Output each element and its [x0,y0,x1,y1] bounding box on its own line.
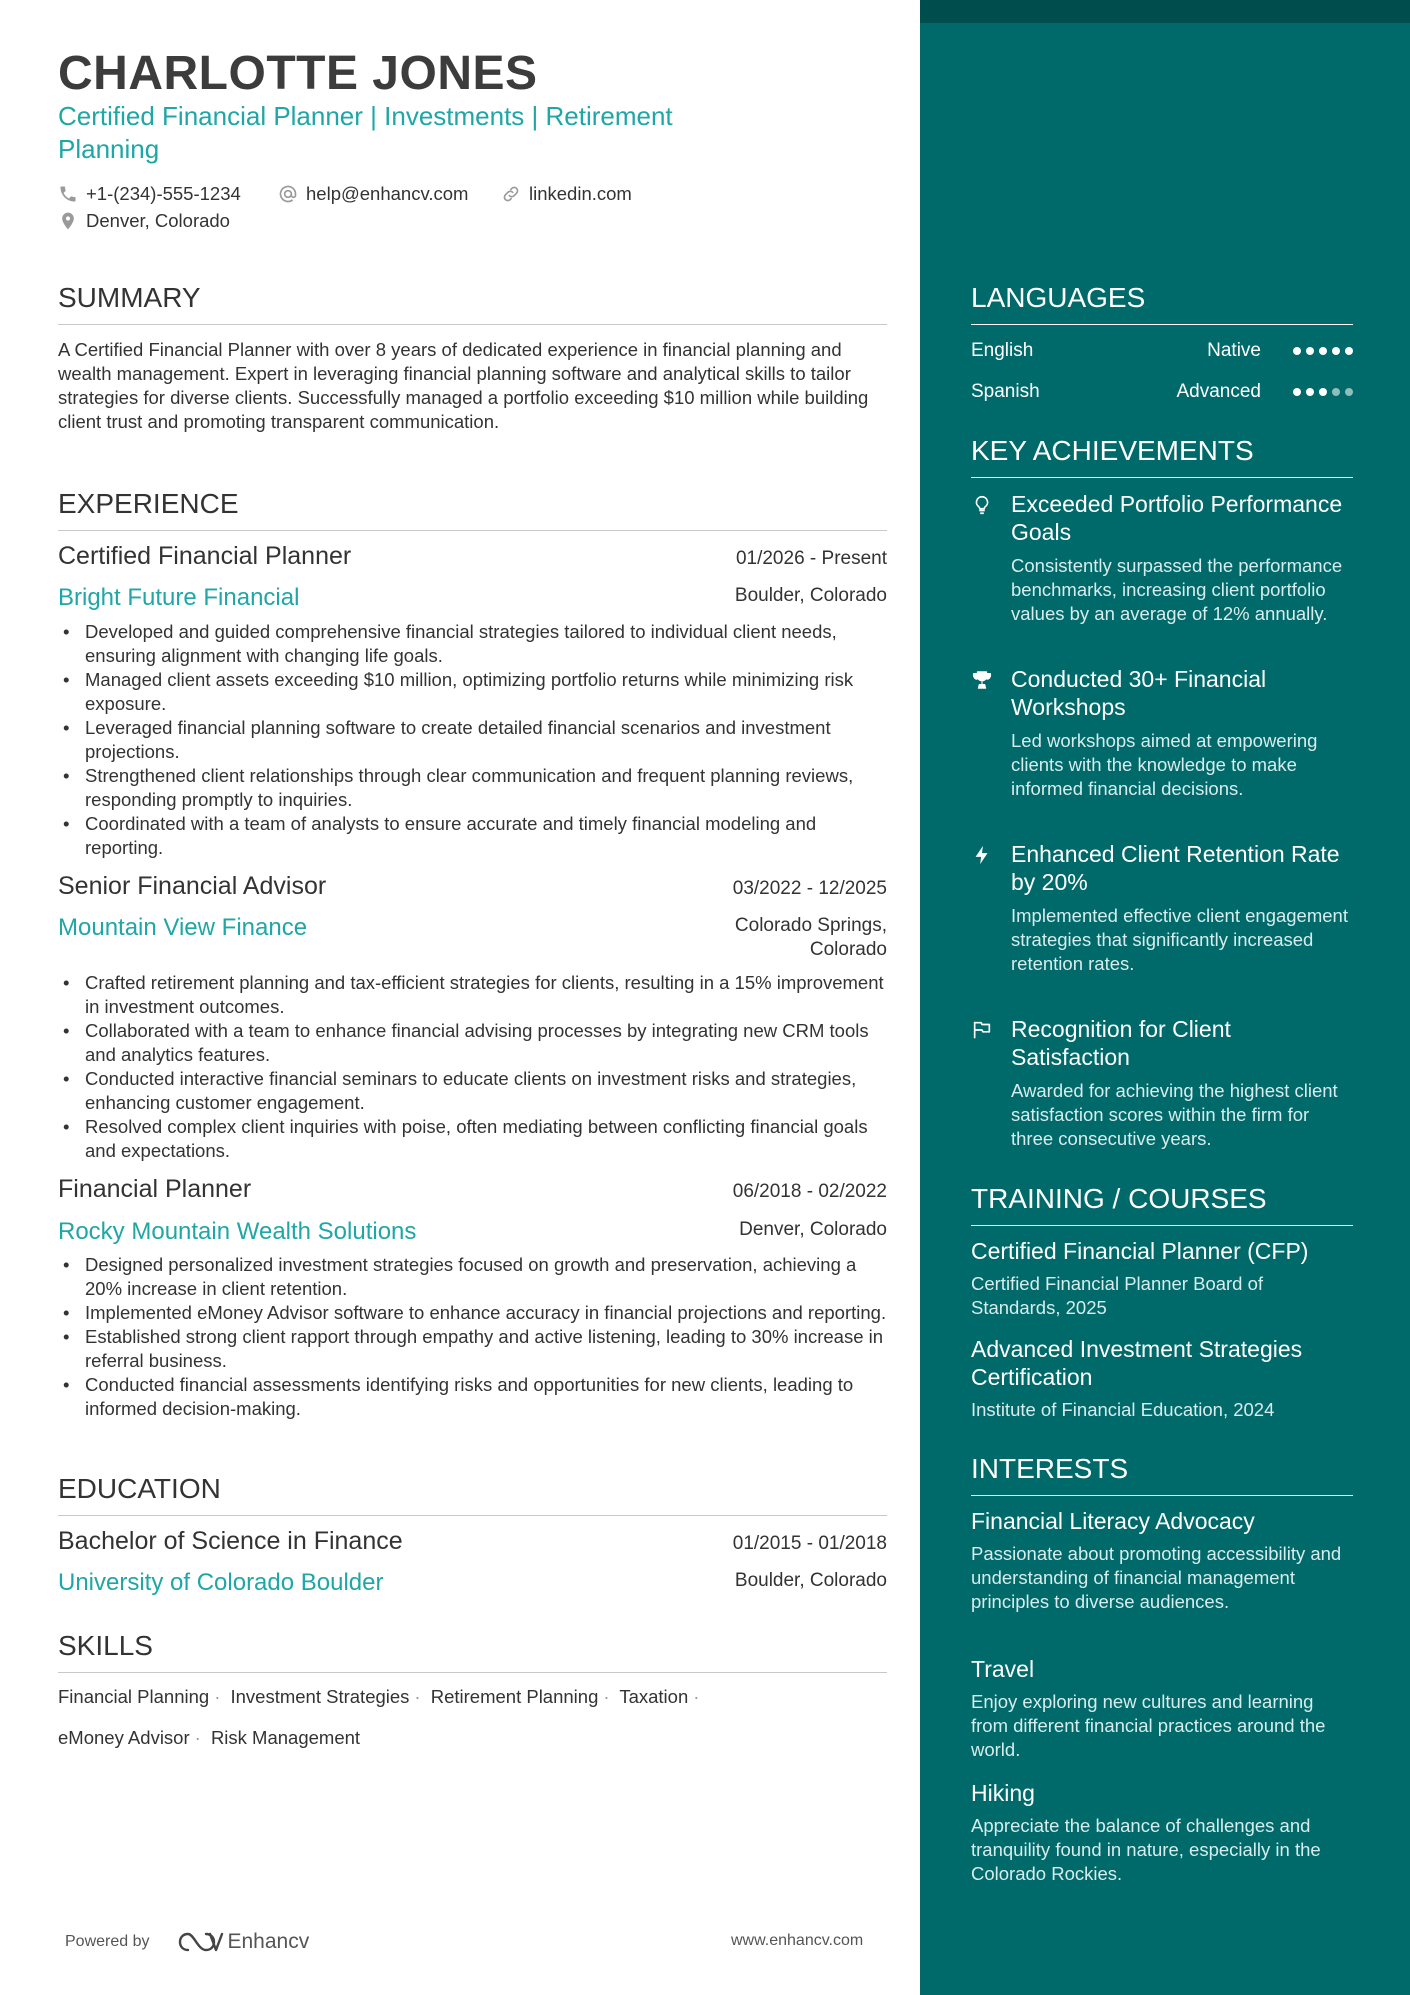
course-title: Certified Financial Planner (CFP) [971,1238,1309,1264]
brand-name: Enhancv [227,1930,310,1953]
achievement-desc: Implemented effective client engagement strategies that significantly increased retention rates. [1011,905,1348,974]
degree-title: Bachelor of Science in Finance [58,1527,403,1555]
list-item: • Conducted interactive financial seminars to educate clients on investment risks and strategies, enhancing customer engagement. [58,1067,887,1115]
interest-title: Financial Literacy Advocacy [971,1508,1255,1534]
list-item: • Designed personalized investment strategies focused on growth and preservation, achieving a 20% increase in client retention. [58,1253,887,1301]
job-title: Certified Financial Planner [58,542,352,570]
job-header [58,872,887,901]
training-heading: TRAINING / COURSES [971,1183,1353,1226]
summary-text: A Certified Financial Planner with over 8 years of dedicated experience in financial planning and wealth management. Expert in leveraging financial planning software and analytical skills to tailor strategies for diverse clients. Successfully managed a portfolio exceeding $10 million while building client trust and promoting transparent communication. [58,339,869,432]
interest-title: Hiking [971,1780,1035,1806]
job-location: Boulder, Colorado [734,585,887,606]
languages-heading: LANGUAGES [971,282,1353,325]
list-item: • Conducted financial assessments identifying risks and opportunities for new clients, leading to informed decision-making. [58,1373,887,1421]
contact-location [58,210,230,232]
achievement-item [971,840,1353,976]
job-org [58,914,887,962]
language-name: English [971,340,1034,361]
language-row [971,379,1353,405]
phone-text: +1-(234)-555-1234 [86,183,241,204]
interest-item [971,1507,1353,1614]
email-text: help@enhancv.com [306,183,469,204]
list-item: • Resolved complex client inquiries with poise, often mediating between conflicting financial goals and expectations. [58,1115,887,1163]
interest-desc: Appreciate the balance of challenges and tranquility found in nature, especially in the Colorado Rockies. [971,1815,1321,1884]
list-item: • Coordinated with a team of analysts to ensure accurate and timely financial modeling and reporting. [58,812,887,860]
location-pin-icon [58,211,78,231]
list-item: • Established strong client rapport through empathy and active listening, leading to 30% increase in referral business. [58,1325,887,1373]
achievement-title: Exceeded Portfolio Performance Goals [1011,491,1343,545]
company-name: Bright Future Financial [58,584,300,611]
enhancv-logo-icon [178,1930,224,1954]
skills-line-2: eMoney Advisor · Risk Management [58,1727,361,1748]
link-icon [501,184,521,204]
job-bullets [58,620,887,860]
company-name: Rocky Mountain Wealth Solutions [58,1218,417,1245]
powered-by-label: Powered by [65,1933,150,1950]
job-date: 06/2018 - 02/2022 [732,1181,887,1202]
interests-heading: INTERESTS [971,1453,1353,1496]
contact-phone[interactable] [58,183,241,205]
candidate-name: CHARLOTTE JONES [58,47,538,100]
interest-title: Travel [971,1656,1035,1682]
language-rating [1293,347,1353,355]
sidebar-top-band [920,0,1410,23]
powered-by[interactable] [65,1930,309,1954]
skill-tag: Risk Management [210,1727,361,1748]
education-header [58,1527,887,1556]
at-icon [278,184,298,204]
education-org [58,1569,887,1597]
job-location: Denver, Colorado [739,1219,887,1240]
achievement-item [971,490,1353,626]
education-location: Boulder, Colorado [734,1570,887,1591]
language-name: Spanish [971,381,1040,402]
skill-tag: eMoney Advisor [58,1727,190,1748]
summary-heading: SUMMARY [58,282,887,325]
achievements-heading: KEY ACHIEVEMENTS [971,435,1353,478]
job-title: Financial Planner [58,1175,252,1203]
job-date: 01/2026 - Present [735,548,887,569]
job-org [58,584,887,612]
job-title: Senior Financial Advisor [58,872,327,900]
list-item: • Managed client assets exceeding $10 million, optimizing portfolio returns while minimizing risk exposure. [58,668,887,716]
skill-tag: Investment Strategies [230,1686,410,1707]
achievement-item [971,665,1353,801]
job-header [58,542,887,571]
job-org [58,1218,887,1246]
flag-icon [971,1019,993,1041]
job-bullets [58,971,887,1163]
school-name: University of Colorado Boulder [58,1569,384,1596]
achievement-title: Conducted 30+ Financial Workshops [1011,666,1267,720]
course-desc: Certified Financial Planner Board of Standards, 2025 [971,1273,1264,1318]
contact-website[interactable] [501,183,632,205]
contact-email[interactable] [278,183,468,205]
headline: Certified Financial Planner | Investments | Retirement Planning [58,101,673,164]
course-title: Advanced Investment Strategies Certification [971,1336,1303,1390]
interest-item [971,1779,1353,1886]
language-rating [1293,388,1353,396]
experience-heading: EXPERIENCE [58,488,887,531]
list-item: • Collaborated with a team to enhance financial advising processes by integrating new CRM tools and analytics features. [58,1019,887,1067]
phone-icon [58,184,78,204]
lightbulb-icon [971,494,993,516]
location-text: Denver, Colorado [86,210,230,231]
language-level: Advanced [1176,381,1261,402]
job-location: Colorado Springs, Colorado [734,915,887,960]
interest-desc: Enjoy exploring new cultures and learning from different financial practices around the world. [971,1691,1326,1760]
education-date: 01/2015 - 01/2018 [732,1533,887,1554]
list-item: • Strengthened client relationships through clear communication and frequent planning reviews, responding promptly to inquiries. [58,764,887,812]
course-item [971,1335,1353,1422]
website-text: linkedin.com [529,183,632,204]
sidebar [920,0,1410,1995]
achievement-desc: Awarded for achieving the highest client satisfaction scores within the firm for three consecutive years. [1011,1080,1338,1149]
company-name: Mountain View Finance [58,914,308,941]
achievement-title: Recognition for Client Satisfaction [1011,1016,1231,1070]
language-row [971,338,1353,364]
interest-desc: Passionate about promoting accessibility and understanding of financial management principles to diverse audiences. [971,1543,1342,1612]
job-bullets [58,1253,887,1421]
achievement-item [971,1015,1353,1151]
course-desc: Institute of Financial Education, 2024 [971,1399,1275,1420]
skill-tag: Financial Planning [58,1686,210,1707]
job-header [58,1175,887,1204]
list-item: • Implemented eMoney Advisor software to enhance accuracy in financial projections and reporting. [58,1301,887,1325]
education-heading: EDUCATION [58,1473,887,1516]
skills-heading: SKILLS [58,1630,887,1673]
footer-url[interactable]: www.enhancv.com [731,1932,864,1949]
achievement-title: Enhanced Client Retention Rate by 20% [1011,841,1340,895]
lightning-icon [971,844,993,866]
skills-line-1: Financial Planning · Investment Strategies · Retirement Planning · Taxation · [58,1686,700,1707]
course-item [971,1237,1353,1320]
list-item: • Leveraged financial planning software to create detailed financial scenarios and investment projections. [58,716,887,764]
language-level: Native [1207,340,1261,361]
job-date: 03/2022 - 12/2025 [732,878,887,899]
skill-tag: Taxation [619,1686,689,1707]
list-item: • Developed and guided comprehensive financial strategies tailored to individual client needs, ensuring alignment with changing life goals. [58,620,887,668]
achievement-desc: Consistently surpassed the performance benchmarks, increasing client portfolio values by an average of 12% annually. [1011,555,1343,624]
list-item: • Crafted retirement planning and tax-efficient strategies for clients, resulting in a 15% improvement in investment outcomes. [58,971,887,1019]
skill-tag: Retirement Planning [430,1686,599,1707]
achievement-desc: Led workshops aimed at empowering clients with the knowledge to make informed financial decisions. [1011,730,1318,799]
trophy-icon [971,669,993,691]
interest-item [971,1655,1353,1762]
